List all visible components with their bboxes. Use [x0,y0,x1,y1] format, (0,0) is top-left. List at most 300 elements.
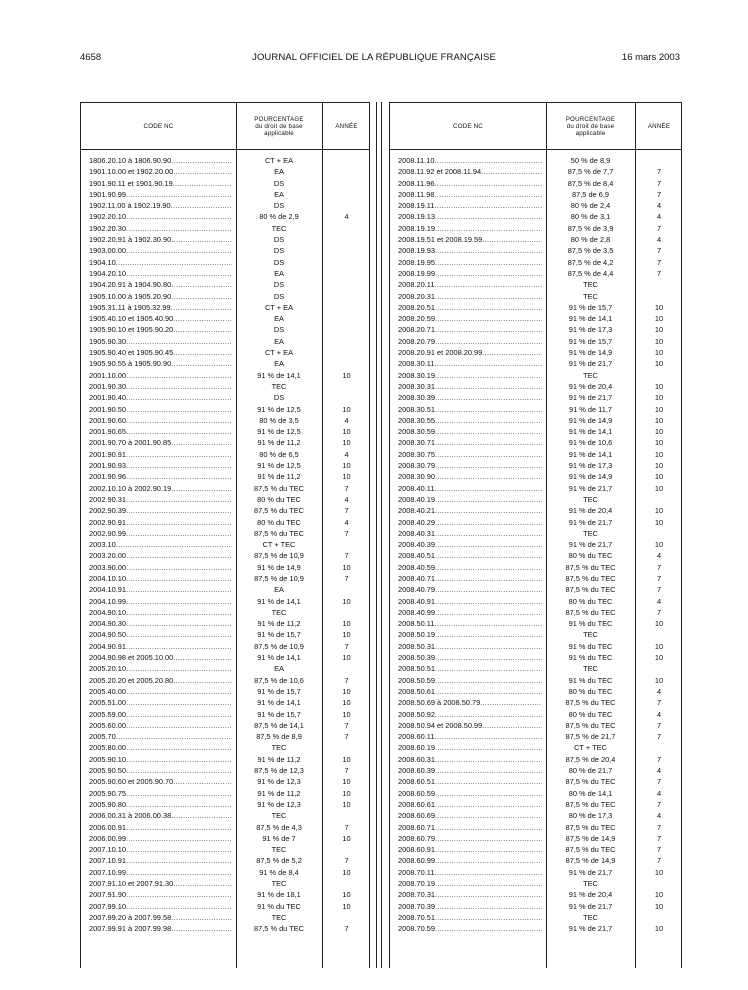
page-number: 4658 [80,52,102,63]
nc-code: 2004.90.98 et 2005.10.00 ..... [89,652,232,663]
duty-percentage: EA [274,585,284,595]
table-row [81,799,369,810]
table-row [390,742,681,753]
duty-percentage: 91 % de 21,7 [568,483,613,493]
nc-code: 1902.20.10 ..... [89,211,232,222]
nc-code: 2008.30.59 ..... [398,426,542,437]
nc-code: 2008.70.39 ..... [398,901,542,912]
nc-code: 2008.50.51 ..... [398,663,542,674]
nc-code: 2002.90.31 ..... [89,494,232,505]
nc-code: 2008.19.11 ..... [398,200,542,211]
table-row [390,404,681,415]
table-row [81,833,369,844]
duty-percentage: TEC [271,223,287,233]
duty-percentage: 87,5 de 6,9 [572,189,609,199]
duty-percentage: 91 % de 11,2 [257,754,301,764]
table-row [390,923,681,934]
table-row [81,776,369,787]
year-value: 10 [342,596,351,606]
table-row [81,618,369,629]
duty-percentage: 91 % de 14,9 [568,415,613,425]
year-value: 4 [344,517,349,527]
duty-percentage: 87,5 % du TEC [565,777,616,787]
duty-percentage: 87,5 % de 20,4 [565,754,616,764]
table-row [81,742,369,753]
table-row [390,788,681,799]
table-row [390,415,681,426]
nc-code: 2008.30.31 ..... [398,381,542,392]
year-value: 7 [344,573,349,583]
year-value: 7 [656,607,662,617]
duty-percentage: TEC [583,879,598,888]
table-row [390,155,681,166]
year-value: 7 [344,766,349,776]
year-value: 7 [656,268,662,278]
left-table-body [81,155,369,934]
table-row [81,765,369,776]
year-value: 10 [342,686,351,696]
col-year-header: ANNÉE [335,122,358,130]
year-value: 4 [656,551,662,561]
nc-code: 2008.60.39 ..... [398,765,542,776]
table-row [81,437,369,448]
table-row [390,268,681,279]
table-row [81,257,369,268]
table-row [81,426,369,437]
duty-percentage: 91 % de 11,2 [257,438,301,448]
nc-code: 2008.60.19 ..... [398,742,542,753]
table-row [81,663,369,674]
duty-percentage: 91 % de 7 [262,833,296,843]
nc-code: 2006.00.99 ..... [89,833,232,844]
nc-code: 2008.40.31 ..... [398,528,542,539]
duty-percentage: 87,5 % du TEC [254,528,304,538]
nc-code: 2007.99.10 ..... [89,901,232,912]
duty-percentage: 87,5 % de 10,9 [254,551,304,561]
table-row [390,912,681,923]
year-value: 7 [344,720,349,730]
nc-code: 2007.91.10 et 2007.91.30 ..... [89,878,232,889]
duty-percentage: 87,5 % de 4,3 [256,822,302,832]
table-row [390,381,681,392]
duty-percentage: 91 % de 10,6 [568,438,613,448]
year-value: 7 [344,822,349,832]
duty-percentage: TEC [271,811,287,821]
nc-code: 1902.20.91 à 1902.30.90 ..... [89,234,232,245]
duty-percentage: 91 % de 14,9 [568,348,613,358]
year-value: 7 [656,246,662,256]
right-table-header [390,103,681,150]
table-row [81,381,369,392]
nc-code: 1806.20.10 à 1806.90.90 ..... [89,155,232,166]
year-value: 10 [342,630,351,640]
table-row [81,912,369,923]
duty-percentage: 87,5 % de 3,9 [567,223,614,233]
nc-code: 2008.20.11 ..... [398,279,542,290]
duty-percentage: TEC [583,280,598,290]
col-year-header: ANNÉE [647,122,671,130]
year-value: 10 [654,381,664,391]
table-row [390,539,681,550]
duty-percentage: TEC [583,630,598,640]
duty-percentage: 91 % de 21,7 [568,359,613,369]
nc-code: 2008.40.11 ..... [398,483,542,494]
duty-percentage: CT + TEC [574,743,607,753]
duty-percentage: 91 % de 12,5 [257,404,301,414]
duty-percentage: 87,5 % du TEC [565,822,616,832]
year-value: 10 [654,348,664,358]
year-value: 7 [344,551,349,561]
duty-percentage: 91 % de 15,7 [257,686,301,696]
table-row [390,426,681,437]
nc-code: 1904.10 ..... [89,257,232,268]
nc-code: 2008.60.71 ..... [398,822,542,833]
table-row [81,279,369,290]
duty-percentage: 87,5 % du TEC [565,845,616,855]
year-value: 10 [342,698,351,708]
duty-percentage: EA [274,664,284,674]
table-row [390,449,681,460]
duty-percentage: TEC [271,912,287,922]
table-row [81,370,369,381]
duty-percentage: 80 % du TEC [568,551,613,561]
duty-percentage: 91 % de 21,7 [568,540,613,550]
table-row [81,211,369,222]
year-value: 7 [656,833,662,843]
table-row [81,607,369,618]
table-row [390,709,681,720]
duty-percentage: EA [274,336,284,346]
duty-percentage: EA [274,189,284,199]
duty-percentage: 91 % de 11,2 [257,472,301,482]
year-value: 7 [656,257,662,267]
nc-code: 2001.90.70 à 2001.90.85 ..... [89,437,232,448]
table-row [390,245,681,256]
year-value: 7 [656,189,662,199]
duty-percentage: 91 % de 15,7 [568,336,613,346]
year-value: 10 [342,788,351,798]
duty-percentage: 80 % de 3,1 [570,212,611,222]
duty-percentage: 87,5 % de 21,7 [565,732,616,742]
nc-code: 1901.10.00 et 1902.20.00 ..... [89,166,232,177]
table-row [390,358,681,369]
nc-code: 2008.20.51 ..... [398,302,542,313]
nc-code: 2008.20.31 ..... [398,291,542,302]
nc-code: 2005.51.00 ..... [89,697,232,708]
year-value: 4 [344,415,349,425]
table-row [81,844,369,855]
table-row [390,629,681,640]
nc-code: 2001.10.00 ..... [89,370,232,381]
duty-percentage: 80 % de 2,8 [570,235,611,245]
nc-code: 2006.00.31 à 2006.00.38 ..... [89,810,232,821]
duty-percentage: EA [274,167,284,177]
table-row [81,720,369,731]
duty-percentage: 87,5 % du TEC [565,585,616,595]
year-value: 10 [654,540,664,550]
duty-percentage: 91 % du TEC [568,619,613,629]
nc-code: 2008.19.19 ..... [398,223,542,234]
duty-percentage: 91 % de 14,1 [568,314,613,324]
nc-code: 2008.20.71 ..... [398,324,542,335]
year-value: 10 [654,901,664,911]
year-value: 4 [656,811,662,821]
table-row [390,641,681,652]
duty-percentage: TEC [583,528,598,538]
table-row [390,223,681,234]
year-value: 10 [342,619,351,629]
duty-percentage: 91 % de 15,7 [568,302,613,312]
table-row [390,302,681,313]
year-value: 10 [654,653,664,663]
table-row [81,178,369,189]
nc-code: 2008.30.11 ..... [398,358,542,369]
year-value: 4 [656,686,662,696]
duty-percentage: 80 % du TEC [568,686,613,696]
duty-percentage: 80 % de 6,5 [259,449,299,459]
year-value: 7 [656,732,662,742]
year-value: 7 [656,167,662,177]
nc-code: 1904.20.91 à 1904.90.80 ..... [89,279,232,290]
duty-percentage: 87,5 % de 7,7 [567,167,614,177]
table-row [390,471,681,482]
duty-percentage: 87,5 % du TEC [254,506,304,516]
table-row [390,324,681,335]
duty-percentage: 87,5 % de 4,2 [567,257,614,267]
duty-percentage: 91 % de 12,3 [257,777,301,787]
duty-percentage: 91 % de 11,2 [257,788,301,798]
year-value: 7 [656,178,662,188]
year-value: 10 [654,393,664,403]
duty-percentage: 87,5 % de 10,9 [254,573,304,583]
year-value: 10 [342,890,351,900]
duty-percentage: 91 % de 21,7 [568,393,613,403]
nc-code: 2008.30.51 ..... [398,404,542,415]
table-row [390,776,681,787]
table-row [81,686,369,697]
nc-code: 2006.00.91 ..... [89,822,232,833]
nc-code: 1905.31.11 à 1905.32.99 ..... [89,302,232,313]
table-row [81,901,369,912]
col-code-header: CODE NC [143,122,174,130]
year-value: 10 [342,777,351,787]
table-row [390,618,681,629]
pct-header-line3: applicable [575,129,606,137]
nc-code: 2005.70 ..... [89,731,232,742]
year-value: 10 [342,472,351,482]
nc-code: 2005.60.00 ..... [89,720,232,731]
duty-percentage: 91 % de 11,2 [257,619,301,629]
duty-percentage: CT + EA [265,156,293,165]
right-table-body [390,155,681,934]
duty-percentage: 80 % de 2,4 [570,201,611,211]
table-row [81,336,369,347]
nc-code: 2002.90.91 ..... [89,517,232,528]
nc-code: 1905.10.00 à 1905.20.90 ..... [89,291,232,302]
year-value: 7 [344,732,349,742]
nc-code: 2001.90.93 ..... [89,460,232,471]
year-value: 7 [656,799,662,809]
year-value: 7 [656,223,662,233]
nc-code: 2007.99.91 à 2007.99.98 ..... [89,923,232,934]
nc-code: 2008.40.91 ..... [398,596,542,607]
table-row [81,539,369,550]
nc-code: 1905.90.10 et 1905.90.20 ..... [89,324,232,335]
table-row [81,505,369,516]
duty-percentage: 87,5 % du TEC [565,720,616,730]
nc-code: 2004.10.91 ..... [89,584,232,595]
year-value: 7 [344,675,349,685]
nc-code: 2008.70.51 ..... [398,912,542,923]
duty-percentage: 87,5 % du TEC [254,483,304,493]
table-row [390,178,681,189]
duty-percentage: 91 % de 21,7 [568,867,613,877]
year-value: 7 [344,506,349,516]
nc-code: 2005.90.50 ..... [89,765,232,776]
duty-percentage: 91 % de 14,1 [568,449,613,459]
table-row [390,200,681,211]
duty-percentage: TEC [271,879,287,888]
nc-code: 2005.20.20 et 2005.20.80 ..... [89,675,232,686]
nc-code: 2001.90.50 ..... [89,404,232,415]
table-row [81,788,369,799]
table-row [390,799,681,810]
year-value: 7 [656,822,662,832]
year-value: 7 [656,754,662,764]
table-row [390,483,681,494]
nc-code: 2008.40.51 ..... [398,550,542,561]
table-row [81,189,369,200]
duty-percentage: 87,5 % de 14,1 [254,720,304,730]
year-value: 4 [656,709,662,719]
duty-percentage: TEC [583,664,598,674]
nc-code: 2008.50.11 ..... [398,618,542,629]
nc-code: 2008.50.31 ..... [398,641,542,652]
table-row [390,720,681,731]
duty-percentage: CT + EA [265,302,293,312]
duty-percentage: TEC [271,845,287,855]
year-value: 4 [656,235,662,245]
year-value: 7 [656,720,662,730]
year-value: 10 [654,517,664,527]
year-value: 10 [654,427,664,437]
table-row [81,392,369,403]
duty-percentage: 91 % de 12,5 [257,427,301,437]
nc-code: 1902.11.00 à 1902.19.90 ..... [89,200,232,211]
duty-percentage: EA [274,268,284,278]
year-value: 10 [654,359,664,369]
table-row [81,347,369,358]
table-row [390,573,681,584]
duty-percentage: 87,5 % de 14,9 [565,833,616,843]
year-value: 7 [656,698,662,708]
nc-code: 2008.70.19 ..... [398,878,542,889]
pct-header-line1: POURCENTAGE [254,115,304,123]
nc-code: 2005.90.75 ..... [89,788,232,799]
nc-code: 2004.90.91 ..... [89,641,232,652]
table-row [81,471,369,482]
year-value: 10 [654,438,664,448]
duty-percentage: 87,5 % du TEC [565,607,616,617]
table-row [81,528,369,539]
nc-code: 2008.50.61 ..... [398,686,542,697]
nc-code: 2008.40.79 ..... [398,584,542,595]
nc-code: 2008.60.59 ..... [398,788,542,799]
year-value: 4 [344,212,349,222]
year-value: 10 [654,415,664,425]
table-row [390,211,681,222]
duty-percentage: CT + EA [265,348,293,358]
nc-code: 2008.40.71 ..... [398,573,542,584]
year-value: 10 [342,833,351,843]
duty-percentage: 91 % du TEC [568,675,613,685]
table-row [390,855,681,866]
year-value: 4 [656,201,662,211]
table-row [390,596,681,607]
table-row [81,358,369,369]
nc-code: 2007.10.10 ..... [89,844,232,855]
table-row [81,697,369,708]
duty-percentage: 80 % du TEC [257,494,301,504]
table-row [81,855,369,866]
duty-percentage: 87,5 % du TEC [565,562,616,572]
table-row [81,550,369,561]
nc-code: 2008.30.39 ..... [398,392,542,403]
nc-code: 2002.90.99 ..... [89,528,232,539]
nc-code: 2008.20.79 ..... [398,336,542,347]
nc-code: 2008.40.29 ..... [398,517,542,528]
year-value: 10 [654,314,664,324]
page-header [0,52,748,66]
nc-code: 2004.10.10 ..... [89,573,232,584]
nc-code: 2008.50.59 ..... [398,675,542,686]
year-value: 7 [344,641,349,651]
table-row [81,449,369,460]
year-value: 7 [656,562,662,572]
table-row [390,731,681,742]
pct-header-line1: POURCENTAGE [565,115,616,123]
duty-percentage: 87,5 % de 10,9 [254,641,304,651]
duty-percentage: 91 % de 21,7 [568,924,613,934]
nc-code: 2008.30.19 ..... [398,370,542,381]
right-table [389,102,682,968]
duty-percentage: DS [273,291,285,301]
table-row [390,336,681,347]
year-value: 4 [344,449,349,459]
table-row [390,279,681,290]
table-row [390,878,681,889]
year-value: 10 [654,461,664,471]
table-row [81,573,369,584]
year-value: 10 [342,404,351,414]
table-row [81,584,369,595]
year-value: 7 [344,856,349,866]
nc-code: 2008.11.10 ..... [398,155,542,166]
table-row [81,313,369,324]
nc-code: 2008.11.96 ..... [398,178,542,189]
nc-code: 2008.19.93 ..... [398,245,542,256]
duty-percentage: 91 % de 14,1 [257,698,301,708]
nc-code: 2008.50.69 à 2008.50.79 ..... [398,697,542,708]
table-row [390,234,681,245]
table-row [390,291,681,302]
duty-percentage: 87,5 % de 3,5 [567,246,614,256]
col-code-header: CODE NC [453,122,483,130]
nc-code: 2008.60.99 ..... [398,855,542,866]
duty-percentage: 91 % de 15,7 [257,630,301,640]
table-row [390,607,681,618]
nc-code: 2005.20.10 ..... [89,663,232,674]
